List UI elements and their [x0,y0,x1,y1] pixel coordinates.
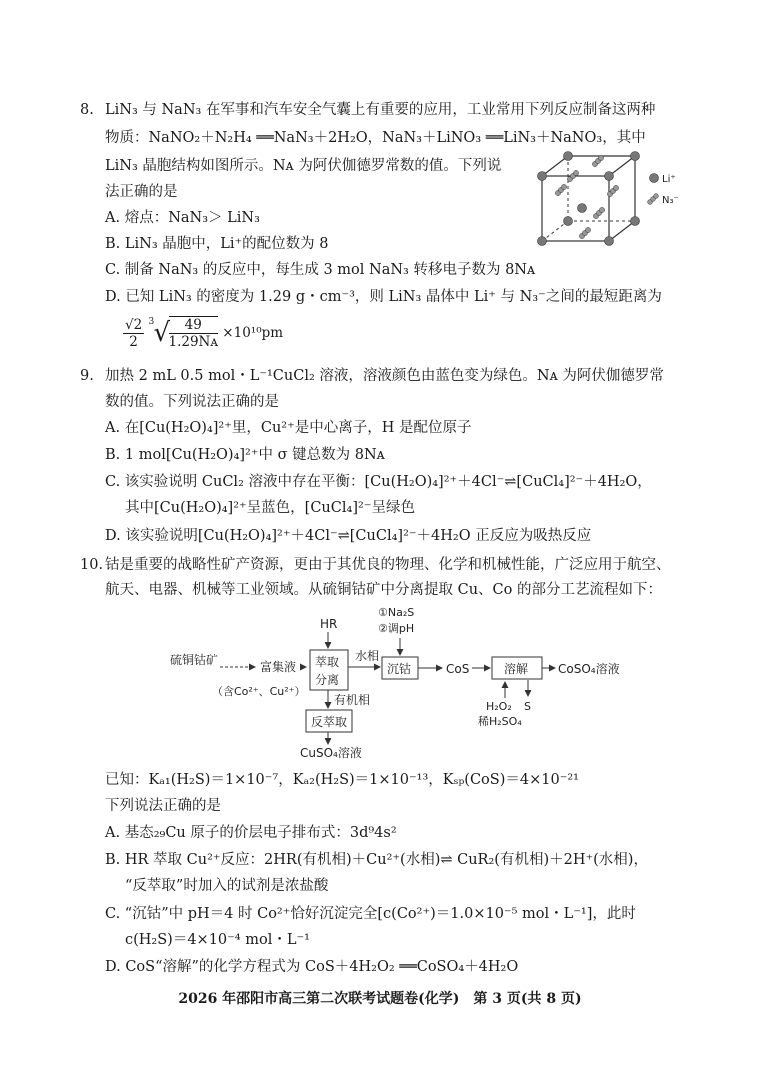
process-flow-diagram [160,600,680,760]
radical-sign: √ [153,318,171,348]
product-label: CoSO₄溶液 [558,662,620,676]
q10-known-constants: 已知：Kₐ₁(H₂S)＝1×10⁻⁷，Kₐ₂(H₂S)＝1×10⁻¹³，Kₛₚ(CoS)＝4×10⁻²¹ [105,772,579,788]
li-ion [605,237,614,246]
root-denominator: 1.29Nᴀ [168,334,218,350]
q9-number: 9. [80,368,94,384]
reagent-ph: ②调pH [378,622,415,635]
q9-option-c-cont: 其中[Cu(H₂O)₄]²⁺呈蓝色，[CuCl₄]²⁻呈绿色 [125,500,415,516]
page-footer: 2026 年邵阳市高三第二次联考试题卷(化学) 第 3 页(共 8 页) [178,991,582,1007]
li-ion [564,152,573,161]
q8-stem-line1: LiN₃ 与 NaN₃ 在军事和汽车安全气囊上有重要的应用，工业常用下列反应制备这两种 [105,102,656,118]
q10-option-b: B. HR 萃取 Cu²⁺反应：2HR(有机相)＋Cu²⁺(水相)⇌ CuR₂(有机相)＋2H⁺(水相)， [105,852,648,868]
extraction-label-1: 萃取 [315,655,340,669]
legend-n3-symbol [648,194,659,205]
q10-stem-line1: 钴是重要的战略性矿产资源，更由于其优良的物理、化学和机械性能，广泛应用于航空、 [105,557,671,573]
back-extraction-label: 反萃取 [311,715,348,729]
li-ion [631,152,640,161]
coef-numerator: √2 [125,316,143,333]
li-ion [578,204,587,213]
azide-ion [555,184,566,195]
expr-tail: ×10¹⁰pm [222,325,284,341]
root-fraction [169,316,219,350]
legend-li-label: Li⁺ [662,174,676,185]
cube-root: 3 √ $\frac{49}{\text{1.29Nᴀ}}$ [148,317,218,350]
root-numerator: 49 [169,317,219,334]
q10-option-d: D. CoS“溶解”的化学方程式为 CoS＋4H₂O₂ ══CoSO₄＋4H₂O [105,959,519,975]
legend-n3-label: N₃⁻ [662,195,679,206]
coef-fraction [123,317,144,350]
q8-stem-line4: 法正确的是 [105,184,178,200]
precipitation-label: 沉钴 [387,662,412,676]
q8-stem-line2: 物质：NaNO₂＋N₂H₄ ══NaN₃＋2H₂O，NaN₃＋LiNO₃ ══LiN₃＋NaNO₃，其中 [105,130,646,146]
q10-stem-line2: 航天、电器、机械等工业领域。从硫铜钴矿中分离提取 Cu、Co 的部分工艺流程如下： [105,582,662,598]
s-label: S [524,700,531,713]
dissolve-label: 溶解 [504,662,529,676]
q10-number: 10. [80,557,104,573]
rich-liquid-note: （含Co²⁺、Cu²⁺） [212,685,306,698]
q8-option-b: B. LiN₃ 晶胞中，Li⁺的配位数为 8 [105,236,329,252]
q8-option-c: C. 制备 NaN₃ 的反应中，每生成 3 mol NaN₃ 转移电子数为 8Nᴀ [105,262,536,278]
li-ion [538,237,547,246]
q9-option-b: B. 1 mol[Cu(H₂O)₄]²⁺中 σ 键总数为 8Nᴀ [105,447,385,463]
q8-stem-line3: LiN₃ 晶胞结构如图所示。Nᴀ 为阿伏伽德罗常数的值。下列说 [105,158,502,174]
q8-number: 8. [80,102,94,118]
ore-label: 硫铜钴矿 [170,653,219,667]
azide-ion [593,207,604,218]
li-ion [631,217,640,226]
h2so4-label: 稀H₂SO₄ [478,715,522,728]
cuso4-label: CuSO₄溶液 [300,746,362,760]
q10-stem-line3: 下列说法正确的是 [105,798,221,814]
q10-option-b-cont: “反萃取”时加入的试剂是浓盐酸 [125,878,329,894]
organic-phase-label: 有机相 [334,693,371,707]
li-ion [564,217,573,226]
azide-ion [579,227,590,238]
azide-ion [592,155,603,166]
water-phase-label: 水相 [355,649,380,663]
q8-option-a: A. 熔点：NaN₃＞ LiN₃ [105,210,260,226]
coef-denominator: 2 [129,333,138,350]
li-ion [605,172,614,181]
lin3-unit-cell-figure [530,148,700,258]
q10-option-c-cont: c(H₂S)＝4×10⁻⁴ mol・L⁻¹ [125,932,310,948]
reagent-na2s: ①Na₂S [378,606,415,619]
q10-option-a: A. 基态₂₉Cu 原子的价层电子排布式：3d⁹4s² [105,825,397,841]
q9-option-d: D. 该实验说明[Cu(H₂O)₄]²⁺＋4Cl⁻⇌[CuCl₄]²⁻＋4H₂O 正反应为吸热反应 [105,528,592,544]
h2o2-label: H₂O₂ [486,700,512,713]
q9-stem-line2: 数的值。下列说法正确的是 [105,394,279,410]
q10-option-c: C. “沉钴”中 pH＝4 时 Co²⁺恰好沉淀完全[c(Co²⁺)＝1.0×10⁻⁵ mol・L⁻¹]，此时 [105,906,636,922]
rich-liquid-label: 富集液 [260,660,297,674]
cos-label: CoS [446,662,470,676]
legend-li-symbol [650,174,659,183]
li-ion [538,172,547,181]
q8-distance-expression [123,316,283,350]
q9-option-c: C. 该实验说明 CuCl₂ 溶液中存在平衡：[Cu(H₂O)₄]²⁺＋4Cl⁻⇌[CuCl₄]²⁻＋4H₂O， [105,474,652,490]
extraction-label-2: 分离 [315,673,340,687]
q8-option-d: D. 已知 LiN₃ 的密度为 1.29 g・cm⁻³，则 LiN₃ 晶体中 Li⁺ 与 N₃⁻之间的最短距离为 [105,289,662,305]
q9-stem-line1: 加热 2 mL 0.5 mol・L⁻¹CuCl₂ 溶液，溶液颜色由蓝色变为绿色。Nᴀ 为阿伏伽德罗常 [105,368,664,384]
hr-label: HR [320,617,338,631]
q9-option-a: A. 在[Cu(H₂O)₄]²⁺里，Cu²⁺是中心离子，H 是配位原子 [105,420,472,436]
